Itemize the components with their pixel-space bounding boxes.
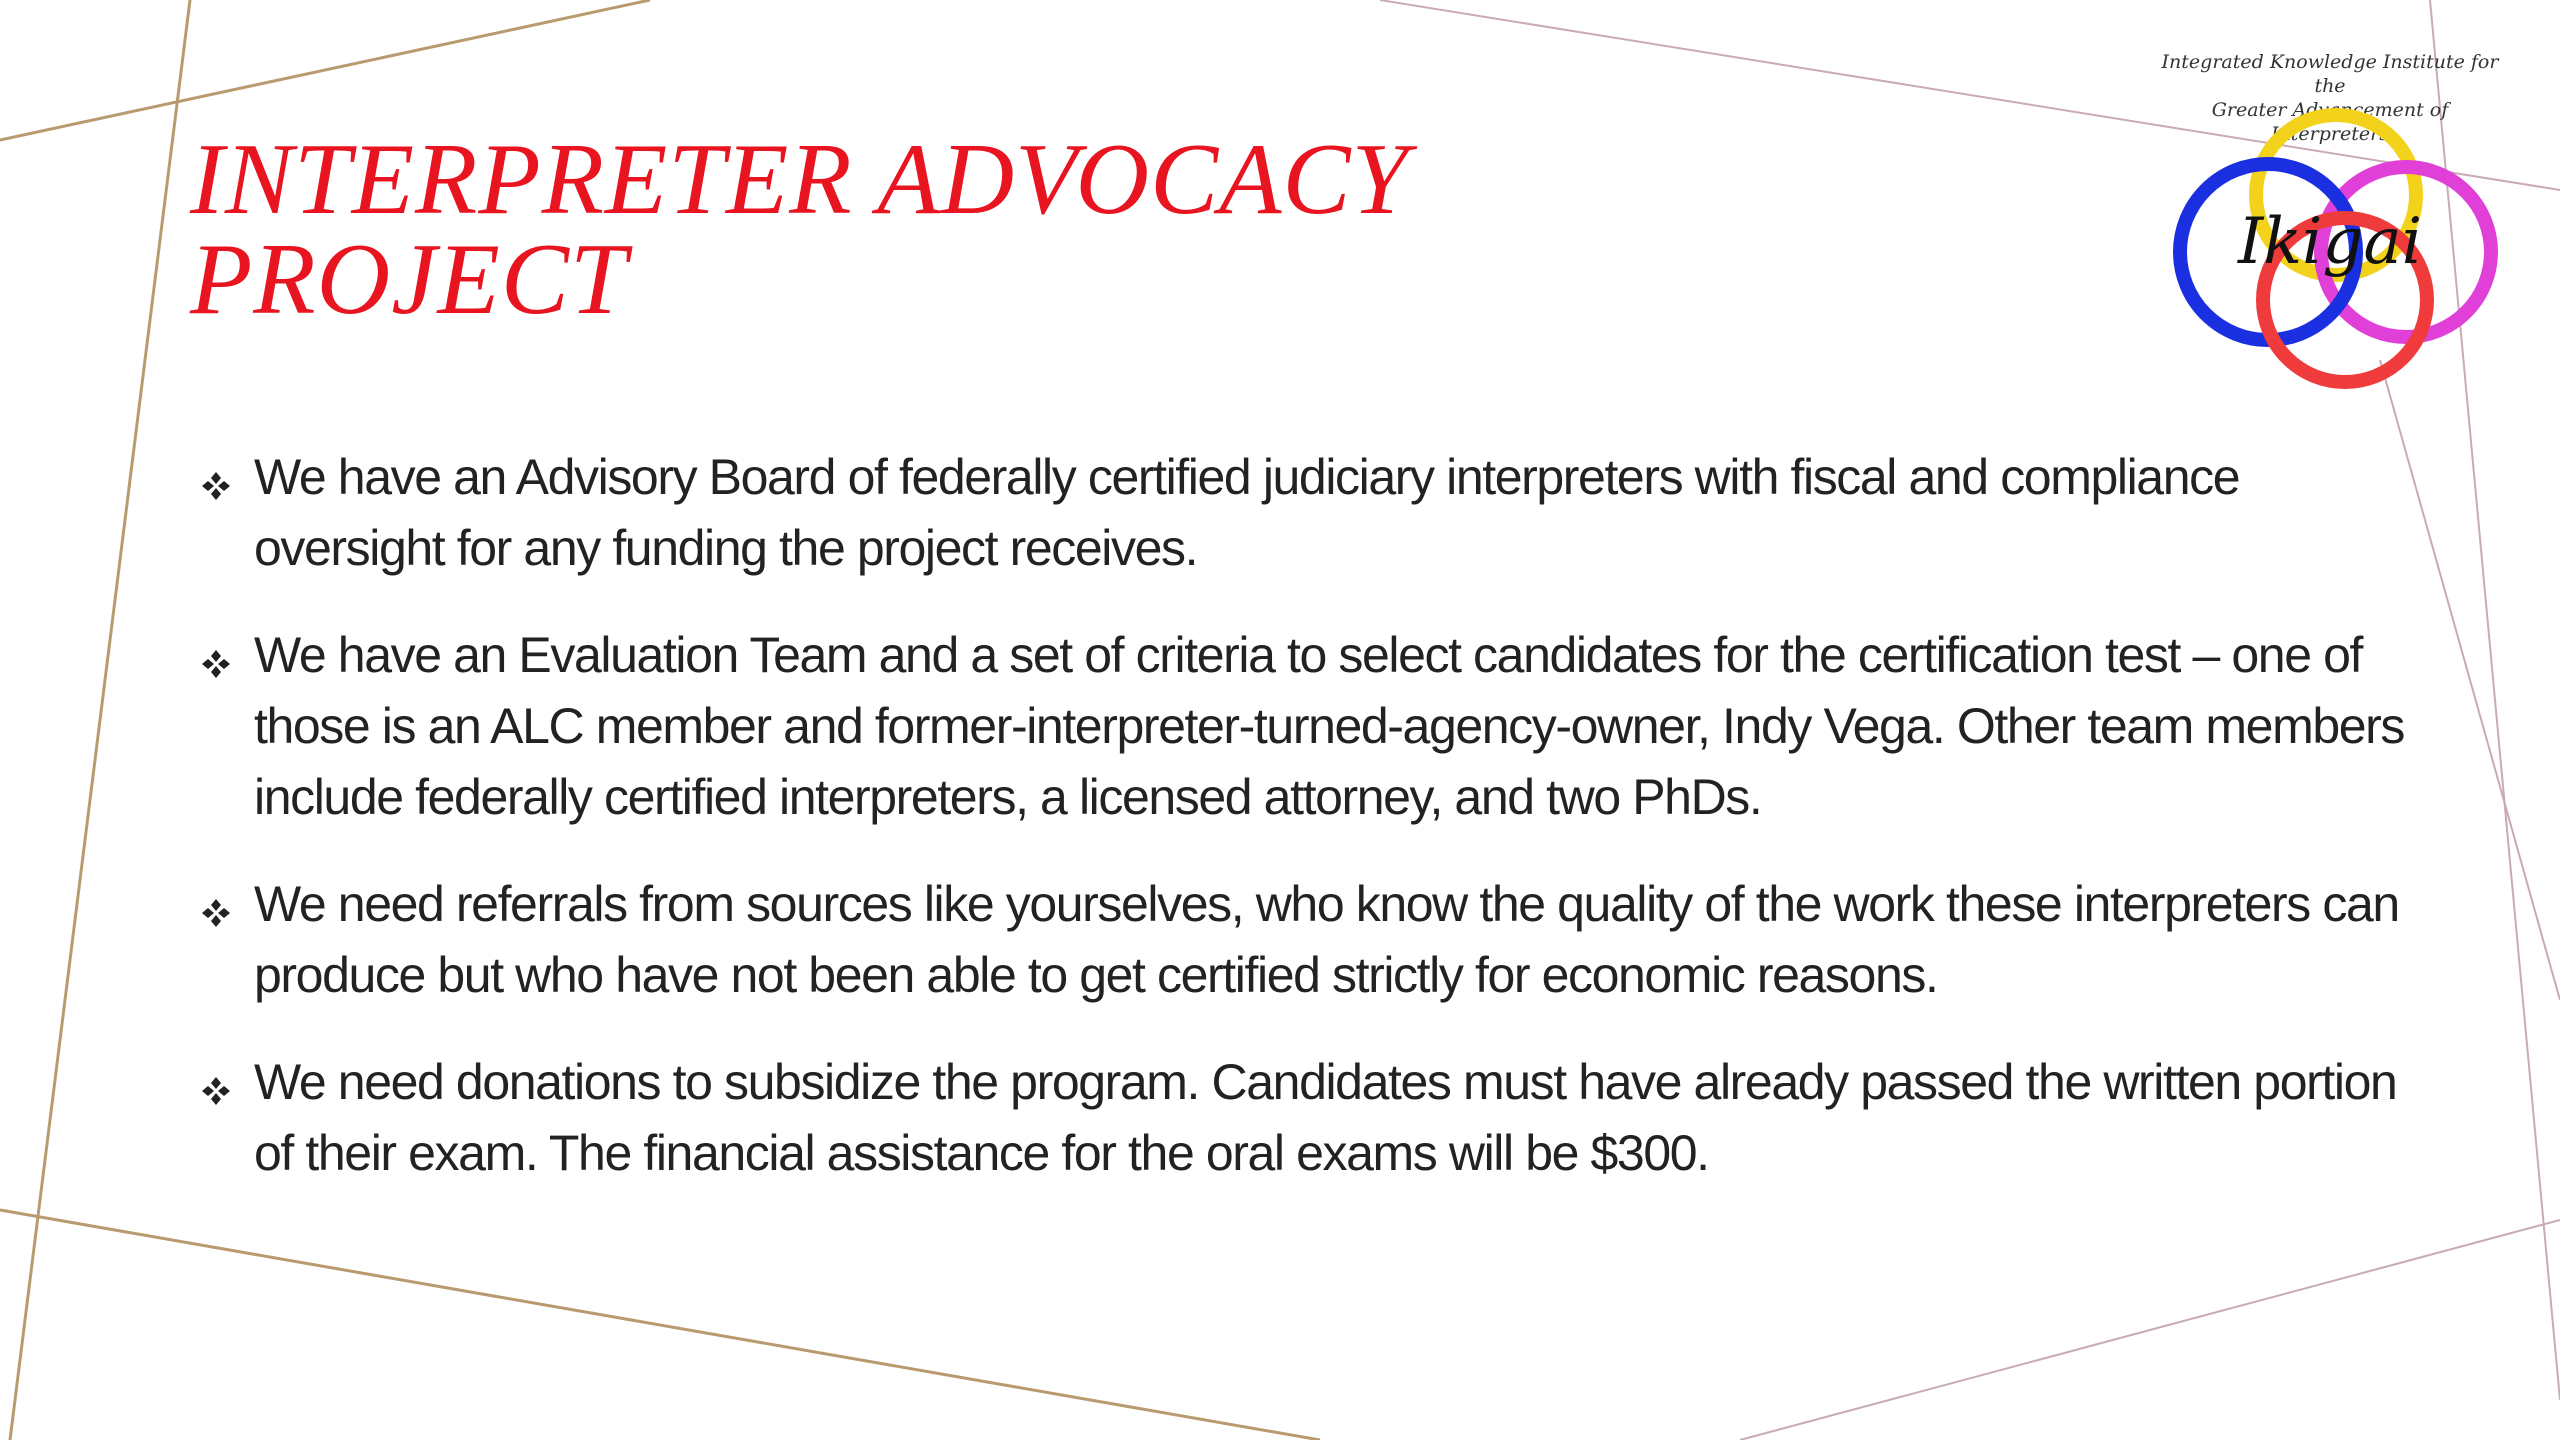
bullet-item (190, 620, 2440, 833)
four-diamond-bullet-icon (200, 470, 232, 502)
four-diamond-bullet-icon (200, 897, 232, 929)
deco-line (0, 0, 650, 140)
bullet-text: We have an Evaluation Team and a set of criteria to select candidates for the certification test – one of those is an ALC member and former-interpreter-turned-agency-owner, Indy Vega. Other team members include federally certified interpreters, a licensed attorney, and two PhDs. (254, 627, 2404, 825)
four-diamond-bullet-icon (200, 1075, 232, 1107)
logo-caption-line: Integrated Knowledge Institute for the (2161, 51, 2499, 97)
deco-line (0, 1210, 1320, 1440)
bullet-item (190, 1047, 2440, 1189)
bullet-list (190, 442, 2440, 1225)
deco-line (10, 0, 190, 1440)
slide-title-line: INTERPRETER ADVOCACY (190, 123, 1410, 236)
bullet-item (190, 442, 2440, 584)
logo-wordmark: Ikigai (2237, 205, 2423, 279)
slide-title (190, 123, 1590, 336)
bullet-text: We have an Advisory Board of federally certified judiciary interpreters with fiscal and compliance oversight for any funding the project receives. (254, 449, 2240, 576)
bullet-text: We need referrals from sources like yourselves, who know the quality of the work these interpreters can produce but who have not been able to get certified strictly for economic reasons. (254, 876, 2399, 1003)
bullet-text: We need donations to subsidize the program. Candidates must have already passed the written portion of their exam. The financial assistance for the oral exams will be $300. (254, 1054, 2397, 1181)
bullet-item (190, 869, 2440, 1011)
deco-line (1740, 1220, 2560, 1440)
logo-caption-line: Greater Advancement of Interpreters (2211, 99, 2449, 145)
slide-title-line: PROJECT (190, 223, 628, 336)
ikigai-logo (2160, 50, 2500, 390)
four-diamond-bullet-icon (200, 648, 232, 680)
